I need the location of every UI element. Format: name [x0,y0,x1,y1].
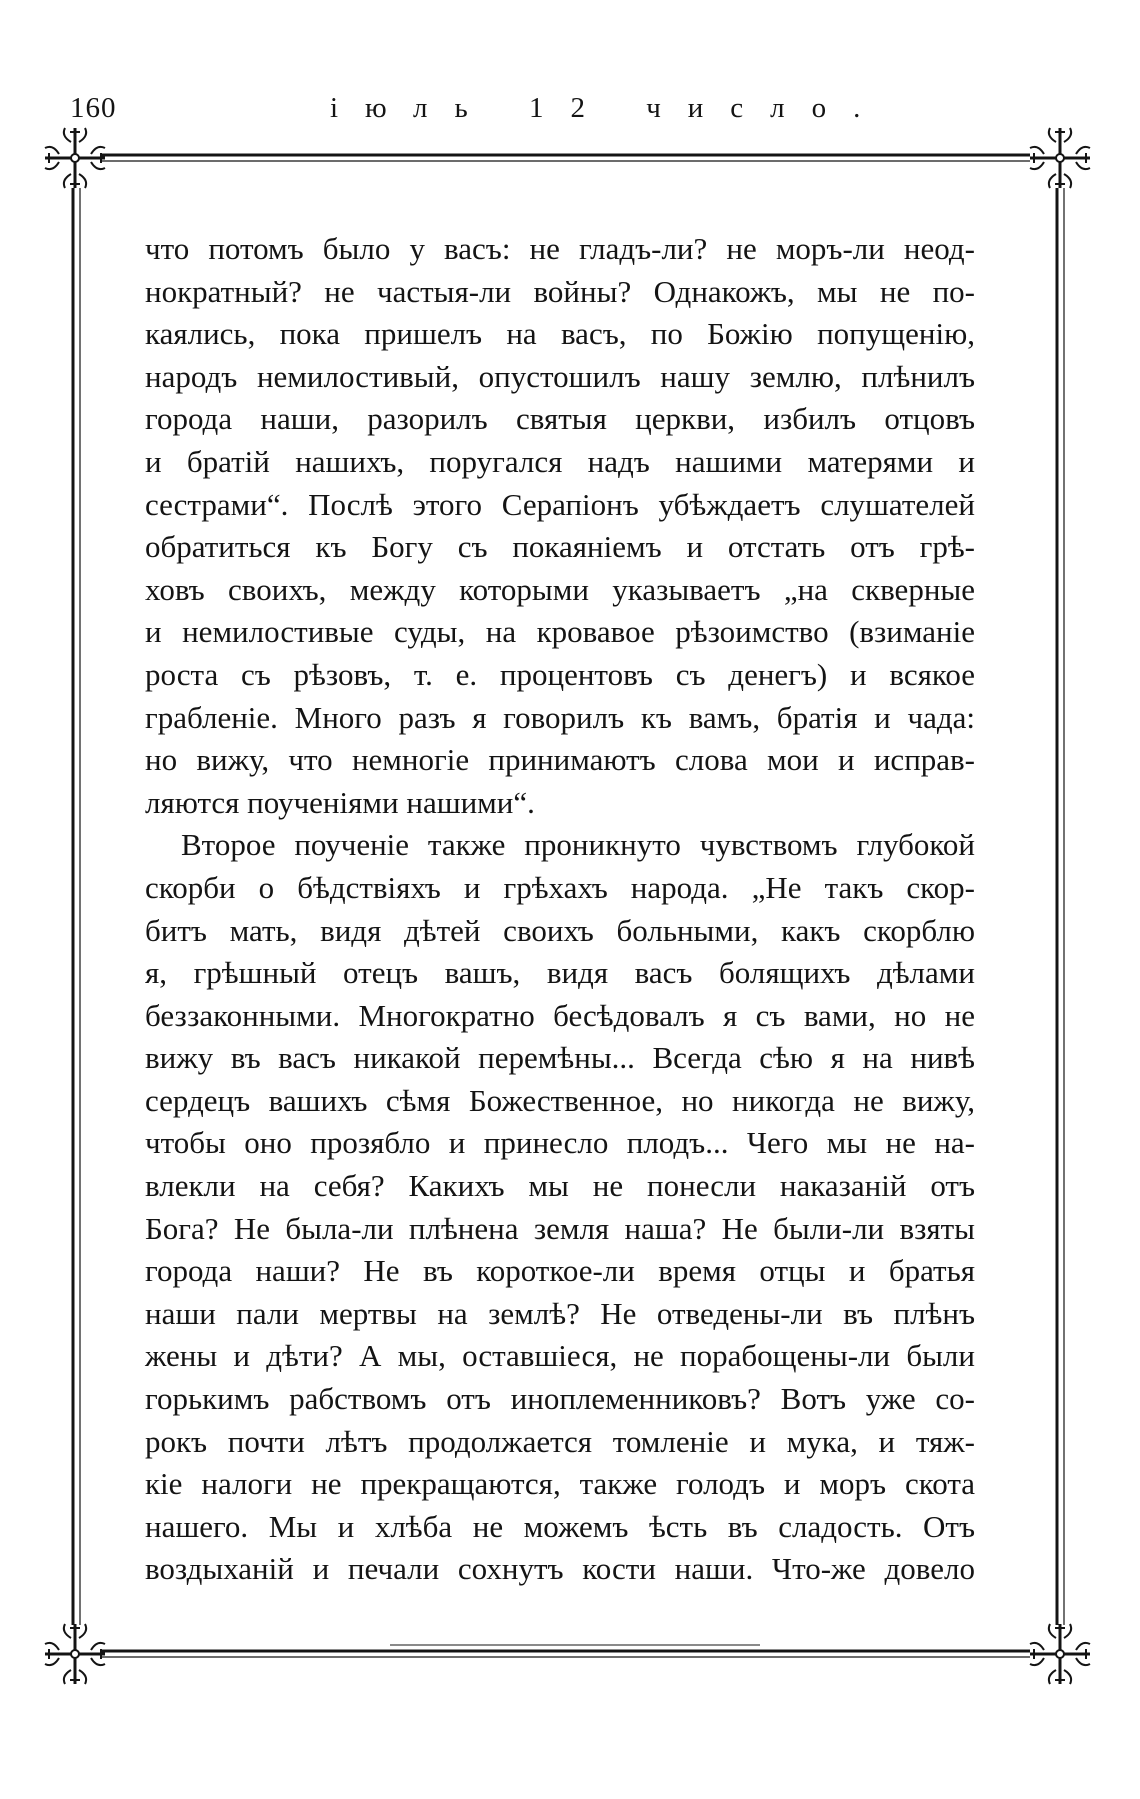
text-line: сердецъ вашихъ сѣмя Божественное, но никогда не вижу, [145,1082,975,1118]
text-line: что потомъ было у васъ: не гладъ-ли? не моръ-ли неод- [145,231,975,266]
text-line: наши пали мертвы на землѣ? Не отведены-ли въ плѣнъ [145,1295,975,1331]
corner-cross-ornament [45,128,105,188]
text-line: беззаконными. Многократно бесѣдовалъ я съ вами, но не [145,997,975,1033]
page-number: 160 [70,92,117,124]
text-line: я, грѣшный отецъ вашъ, видя васъ болящихъ дѣлами [145,955,975,991]
text-line: вижу въ васъ никакой перемѣны... Всегда сѣю я на нивѣ [145,1040,975,1076]
text-line: обратиться къ Богу съ покаяніемъ и отстать отъ грѣ- [145,529,975,565]
text-line: влекли на себя? Какихъ мы не понесли наказаній отъ [145,1168,975,1204]
running-title: іюль 12 число. [330,92,888,124]
text-line: ховъ своихъ, между которыми указываетъ „на скверные [145,571,975,607]
text-line: ляются поученіями нашими“. [145,784,535,820]
corner-cross-ornament [1030,1624,1090,1684]
text-line: каялись, пока пришелъ на васъ, по Божію попущенію, [145,316,975,352]
text-line: роста съ рѣзовъ, т. е. процентовъ съ денегъ) и всякое [145,656,975,692]
text-line: сестрами“. Послѣ этого Серапіонъ убѣждаетъ слушателей [145,486,975,522]
text-line: Второе поученіе также проникнуто чувствомъ глубокой [181,827,975,863]
text-line: нашего. Мы и хлѣба не можемъ ѣсть въ сладость. Отъ [145,1508,975,1544]
page-header [0,92,1140,132]
text-line: и братій нашихъ, поругался надъ нашими матерями и [145,443,975,479]
text-line: битъ мать, видя дѣтей своихъ больными, какъ скорблю [145,912,975,948]
corner-cross-ornament [1030,128,1090,188]
text-line: города наши, разорилъ святыя церкви, избилъ отцовъ [145,401,975,437]
text-line: города наши? Не въ короткое-ли время отцы и братья [145,1253,975,1289]
text-line: народъ немилостивый, опустошилъ нашу землю, плѣнилъ [145,358,975,394]
text-line: кіе налоги не прекращаются, также голодъ и моръ скота [145,1466,975,1502]
text-line: чтобы оно прозябло и принесло плодъ... Чего мы не на- [145,1125,975,1161]
text-line: скорби о бѣдствіяхъ и грѣхахъ народа. „Не такъ скор- [145,869,975,905]
text-line: рокъ почти лѣтъ продолжается томленіе и мука, и тяж- [145,1423,975,1459]
text-line: и немилостивые суды, на кровавое рѣзоимство (взиманіе [145,614,975,650]
text-line: горькимъ рабствомъ отъ иноплеменниковъ? Вотъ уже со- [145,1381,975,1417]
text-line: Бога? Не была-ли плѣнена земля наша? Не были-ли взяты [145,1210,975,1246]
text-line: но вижу, что немногіе принимаютъ слова мои и исправ- [145,742,975,778]
corner-cross-ornament [45,1624,105,1684]
text-line: нократный? не частыя-ли войны? Однакожъ, мы не по- [145,273,975,309]
text-line: грабленіе. Много разъ я говорилъ къ вамъ, братія и чада: [145,699,975,735]
text-line: воздыханій и печали сохнутъ кости наши. Что-же довело [145,1551,975,1587]
body-text [145,228,975,1591]
text-line: жены и дѣти? А мы, оставшіеся, не порабощены-ли были [145,1338,975,1374]
